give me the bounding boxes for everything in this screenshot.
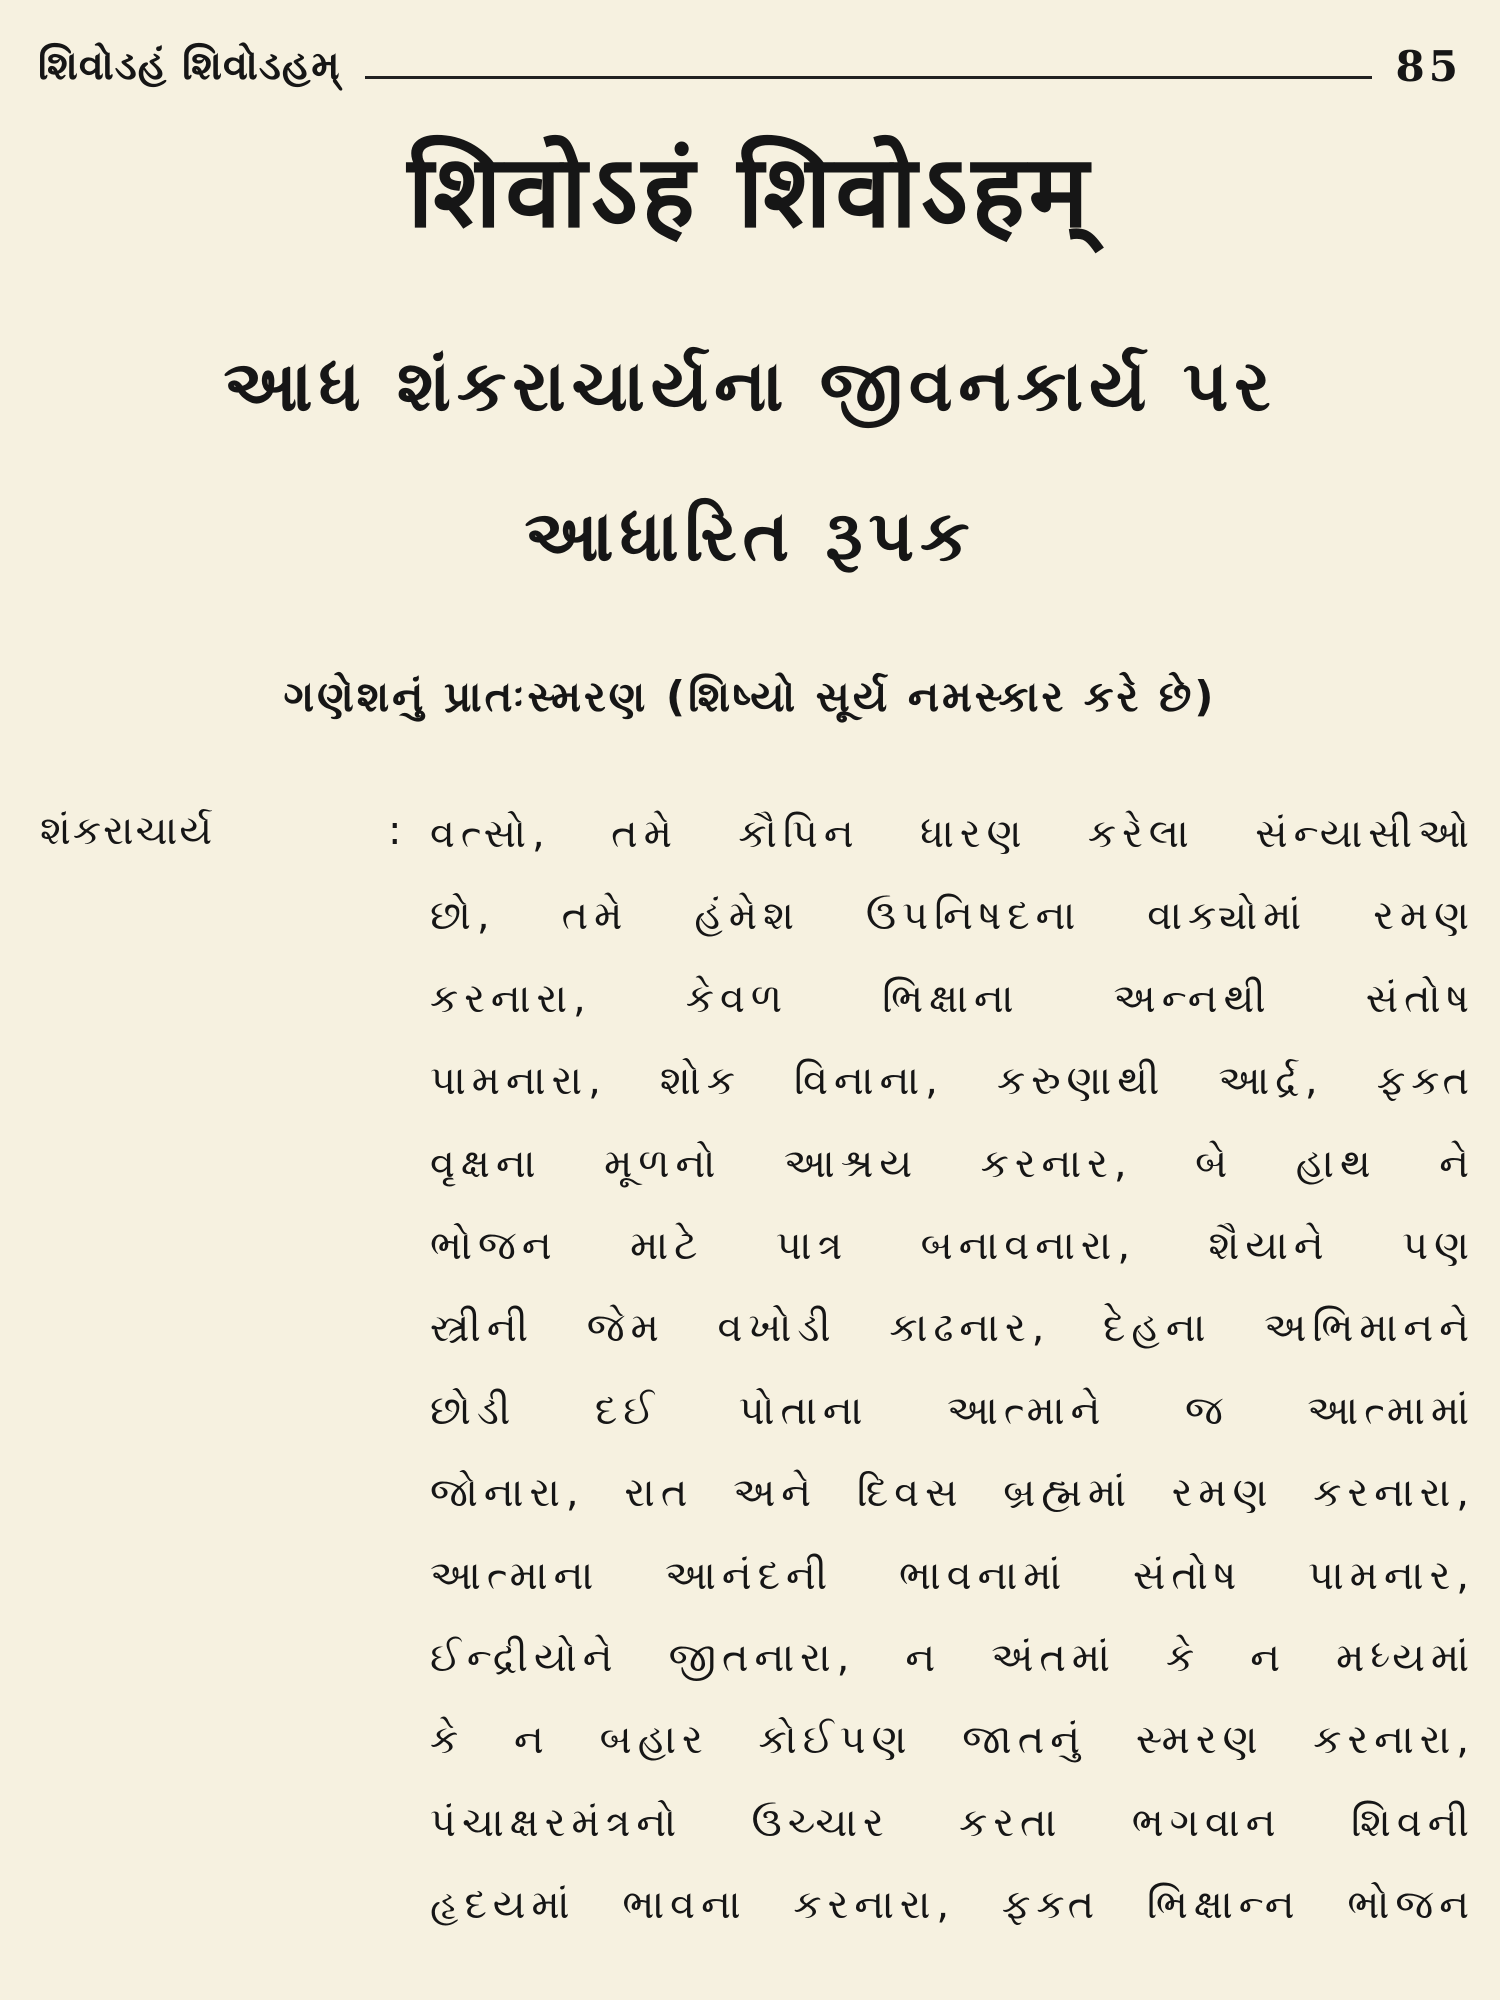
page-number: 85 — [1395, 41, 1462, 91]
running-header — [38, 36, 1462, 96]
dialogue-line: હૃદયમાં ભાવના કરનારા, ફક્ત ભિક્ષાન્ન ભોજન — [430, 1882, 1475, 1929]
dialogue-line: પામનારા, શોક વિનાના, કરુણાથી આર્દ્ર, ફક્ત — [430, 1058, 1475, 1105]
running-title: શિવોડહં શિવોડહમ્ — [38, 43, 341, 89]
dialogue-line: આત્માના આનંદની ભાવનામાં સંતોષ પામનાર, — [430, 1552, 1475, 1599]
dialogue-line: સ્ત્રીની જેમ વખોડી કાઢનાર, દેહના અભિમાનને — [430, 1305, 1475, 1352]
scene-heading: ગણેશનું પ્રાતઃસ્મરણ (શિષ્યો સૂર્ય નમસ્કાર કરે છે) — [283, 672, 1217, 721]
page-title: शिवोऽहं शिवोऽहम् — [407, 133, 1093, 250]
dialogue-line: વત્સો, તમે કૌપિન ધારણ કરેલા સંન્યાસીઓ — [430, 811, 1475, 857]
header-rule — [365, 76, 1372, 79]
speaker-name: શંકરાચાર્ય — [40, 808, 215, 854]
dialogue-line: કરનારા, કેવળ ભિક્ષાના અન્નથી સંતોષ — [430, 975, 1475, 1022]
speaker-separator: : — [388, 808, 402, 854]
subtitle-line-2: આધારિત રૂપક — [524, 495, 976, 577]
dialogue-line: પંચાક્ષરમંત્રનો ઉચ્ચાર કરતા ભગવાન શિવની — [430, 1799, 1475, 1846]
dialogue-line: વૃક્ષના મૂળનો આશ્રય કરનાર, બે હાથ ને — [430, 1140, 1475, 1187]
dialogue-line: ઈન્દ્રીયોને જીતનારા, ન અંતમાં કે ન મધ્યમાં — [430, 1634, 1475, 1681]
dialogue-line: જોનારા, રાત અને દિવસ બ્રહ્મમાં રમણ કરનારા, — [430, 1470, 1475, 1517]
dialogue-line: ભોજન માટે પાત્ર બનાવનારા, શૈયાને પણ — [430, 1222, 1475, 1269]
dialogue-text — [430, 806, 1475, 1959]
dialogue-line: છોડી દઈ પોતાના આત્માને જ આત્મામાં — [430, 1387, 1475, 1434]
dialogue-line: કે ન બહાર કોઈપણ જાતનું સ્મરણ કરનારા, — [430, 1717, 1475, 1764]
subtitle-line-1: આધ શંકરાચાર્યના જીવનકાર્ય પર — [223, 345, 1277, 427]
dialogue-line: છો, તમે હંમેશ ઉપનિષદના વાક્યોમાં રમણ — [430, 893, 1475, 940]
